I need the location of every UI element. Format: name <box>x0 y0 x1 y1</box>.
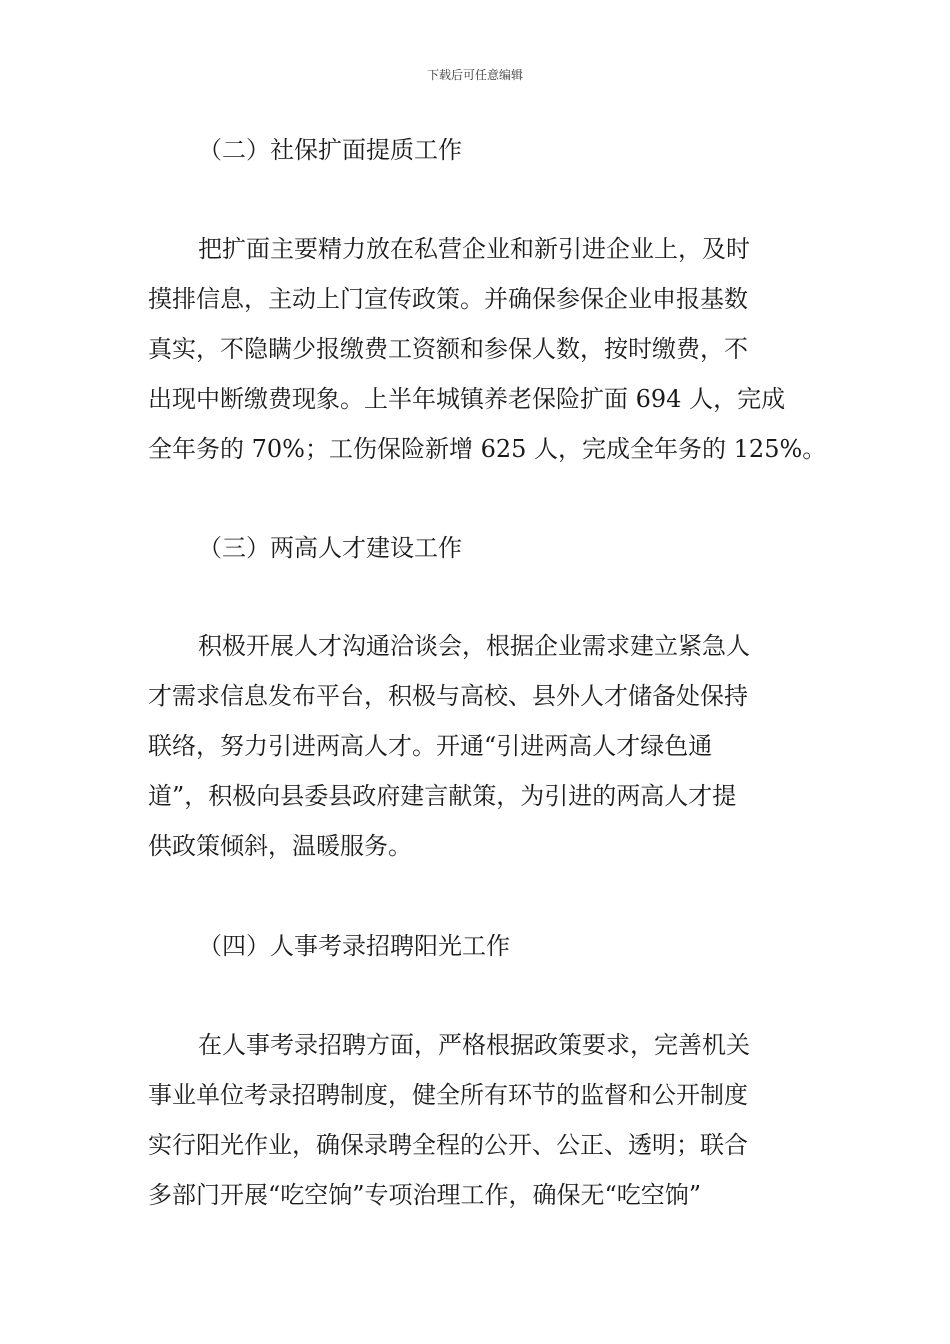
paragraph-line: 供政策倾斜，温暖服务。 <box>148 832 412 860</box>
section-paragraph-3 <box>148 621 818 871</box>
paragraph-line: 积极开展人才沟通洽谈会，根据企业需求建立紧急人 <box>198 632 750 660</box>
section-heading-3: （三）两高人才建设工作 <box>198 534 462 562</box>
paragraph-line: 真实，不隐瞒少报缴费工资额和参保人数，按时缴费，不 <box>148 335 748 363</box>
paragraph-line: 实行阳光作业，确保录聘全程的公开、公正、透明；联合 <box>148 1131 748 1159</box>
paragraph-line: 多部门开展“吃空饷”专项治理工作，确保无“吃空饷” <box>148 1181 702 1209</box>
paragraph-line: 出现中断缴费现象。上半年城镇养老保险扩面 694 人，完成 <box>148 385 786 413</box>
section-paragraph-2 <box>148 224 827 474</box>
paragraph-line: 事业单位考录招聘制度，健全所有环节的监督和公开制度 <box>148 1081 748 1109</box>
section-heading-4: （四）人事考录招聘阳光工作 <box>198 932 510 960</box>
paragraph-line: 道”，积极向县委县政府建言献策，为引进的两高人才提 <box>148 782 737 810</box>
paragraph-line: 摸排信息，主动上门宣传政策。并确保参保企业申报基数 <box>148 285 748 313</box>
paragraph-line: 才需求信息发布平台，积极与高校、县外人才储备处保持 <box>148 682 748 710</box>
paragraph-line: 在人事考录招聘方面，严格根据政策要求，完善机关 <box>198 1031 750 1059</box>
section-heading-2: （二）社保扩面提质工作 <box>198 136 462 164</box>
page-header-note: 下载后可任意编辑 <box>426 68 523 82</box>
paragraph-line: 联络，努力引进两高人才。开通“引进两高人才绿色通 <box>148 732 713 760</box>
section-paragraph-4 <box>148 1020 818 1220</box>
paragraph-line: 把扩面主要精力放在私营企业和新引进企业上，及时 <box>198 235 750 263</box>
paragraph-line: 全年务的 70%；工伤保险新增 625 人，完成全年务的 125%。 <box>148 435 827 463</box>
